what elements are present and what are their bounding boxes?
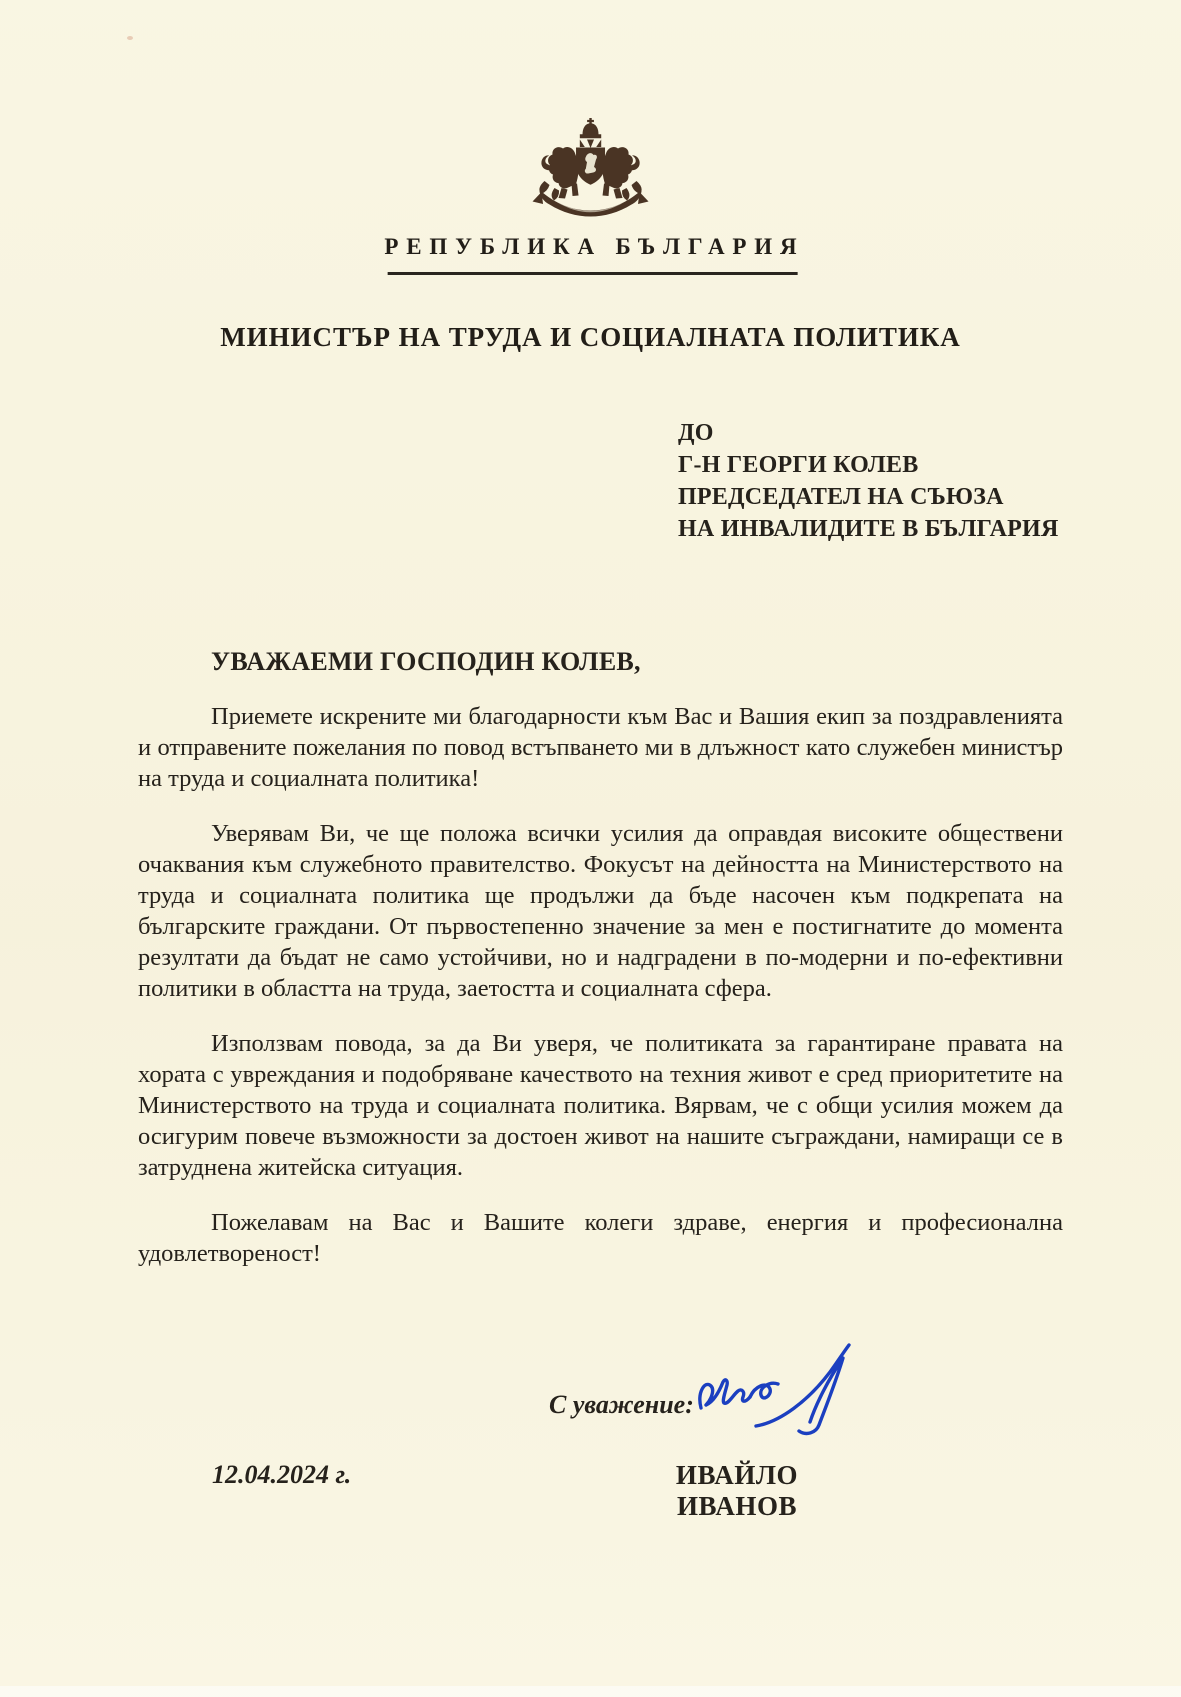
recipient-line: ПРЕДСЕДАТЕЛ НА СЪЮЗА bbox=[678, 484, 1004, 510]
body-paragraph: Използвам повода, за да Ви уверя, че политиката за гарантиране правата на хората с увреждания и подобряване качеството на техния живот е сред приоритетите на Министерството на труда и социалната политика. Вярвам, че с общи усилия можем да осигурим повече възможности за достоен живот на нашите съграждани, намиращи се в затруднена житейска ситуация. bbox=[138, 1030, 1063, 1181]
coat-of-arms-emblem bbox=[530, 118, 650, 222]
recipient-line: ДО bbox=[678, 420, 714, 446]
republic-title: РЕПУБЛИКА БЪЛГАРИЯ bbox=[384, 234, 805, 259]
signature-ink-icon bbox=[694, 1338, 866, 1446]
body-paragraph: Приемете искрените ми благодарности към Вас и Вашия екип за поздравленията и отправените пожелания по повод встъпването ми в длъжност като служебен министър на труда и социалната политика! bbox=[138, 703, 1063, 792]
letter-date: 12.04.2024 г. bbox=[212, 1460, 352, 1489]
recipient-block bbox=[678, 417, 1059, 545]
scan-speck bbox=[127, 36, 133, 40]
page-bottom-edge bbox=[0, 1686, 1181, 1697]
signatory-name: ИВАЙЛО ИВАНОВ bbox=[675, 1460, 799, 1521]
salutation: УВАЖАЕМИ ГОСПОДИН КОЛЕВ, bbox=[211, 647, 641, 676]
letterhead-divider bbox=[387, 272, 797, 275]
valediction: С уважение: bbox=[549, 1390, 694, 1419]
handwritten-signature bbox=[694, 1338, 866, 1446]
ministry-title: МИНИСТЪР НА ТРУДА И СОЦИАЛНАТА ПОЛИТИКА bbox=[220, 322, 961, 352]
bulgarian-coat-of-arms-icon bbox=[530, 118, 650, 222]
recipient-line: НА ИНВАЛИДИТЕ В БЪЛГАРИЯ bbox=[678, 516, 1059, 542]
recipient-line: Г-Н ГЕОРГИ КОЛЕВ bbox=[678, 452, 919, 478]
body-paragraph: Пожелавам на Вас и Вашите колеги здраве, енергия и професионална удовлетвореност! bbox=[138, 1209, 1063, 1267]
letter-body bbox=[138, 646, 1063, 1293]
body-paragraph: Уверявам Ви, че ще положа всички усилия да оправдая високите обществени очаквания към служебното правителство. Фокусът на дейността на Министерството на труда и социалната политика ще продължи да бъде насочен към подкрепата на българските граждани. От първостепенно значение за мен е постигнатите до момента резултати да бъдат не само устойчиви, но и надградени в по-модерни и по-ефективни политики в областта на труда, заетостта и социалната сфера. bbox=[138, 820, 1063, 1002]
